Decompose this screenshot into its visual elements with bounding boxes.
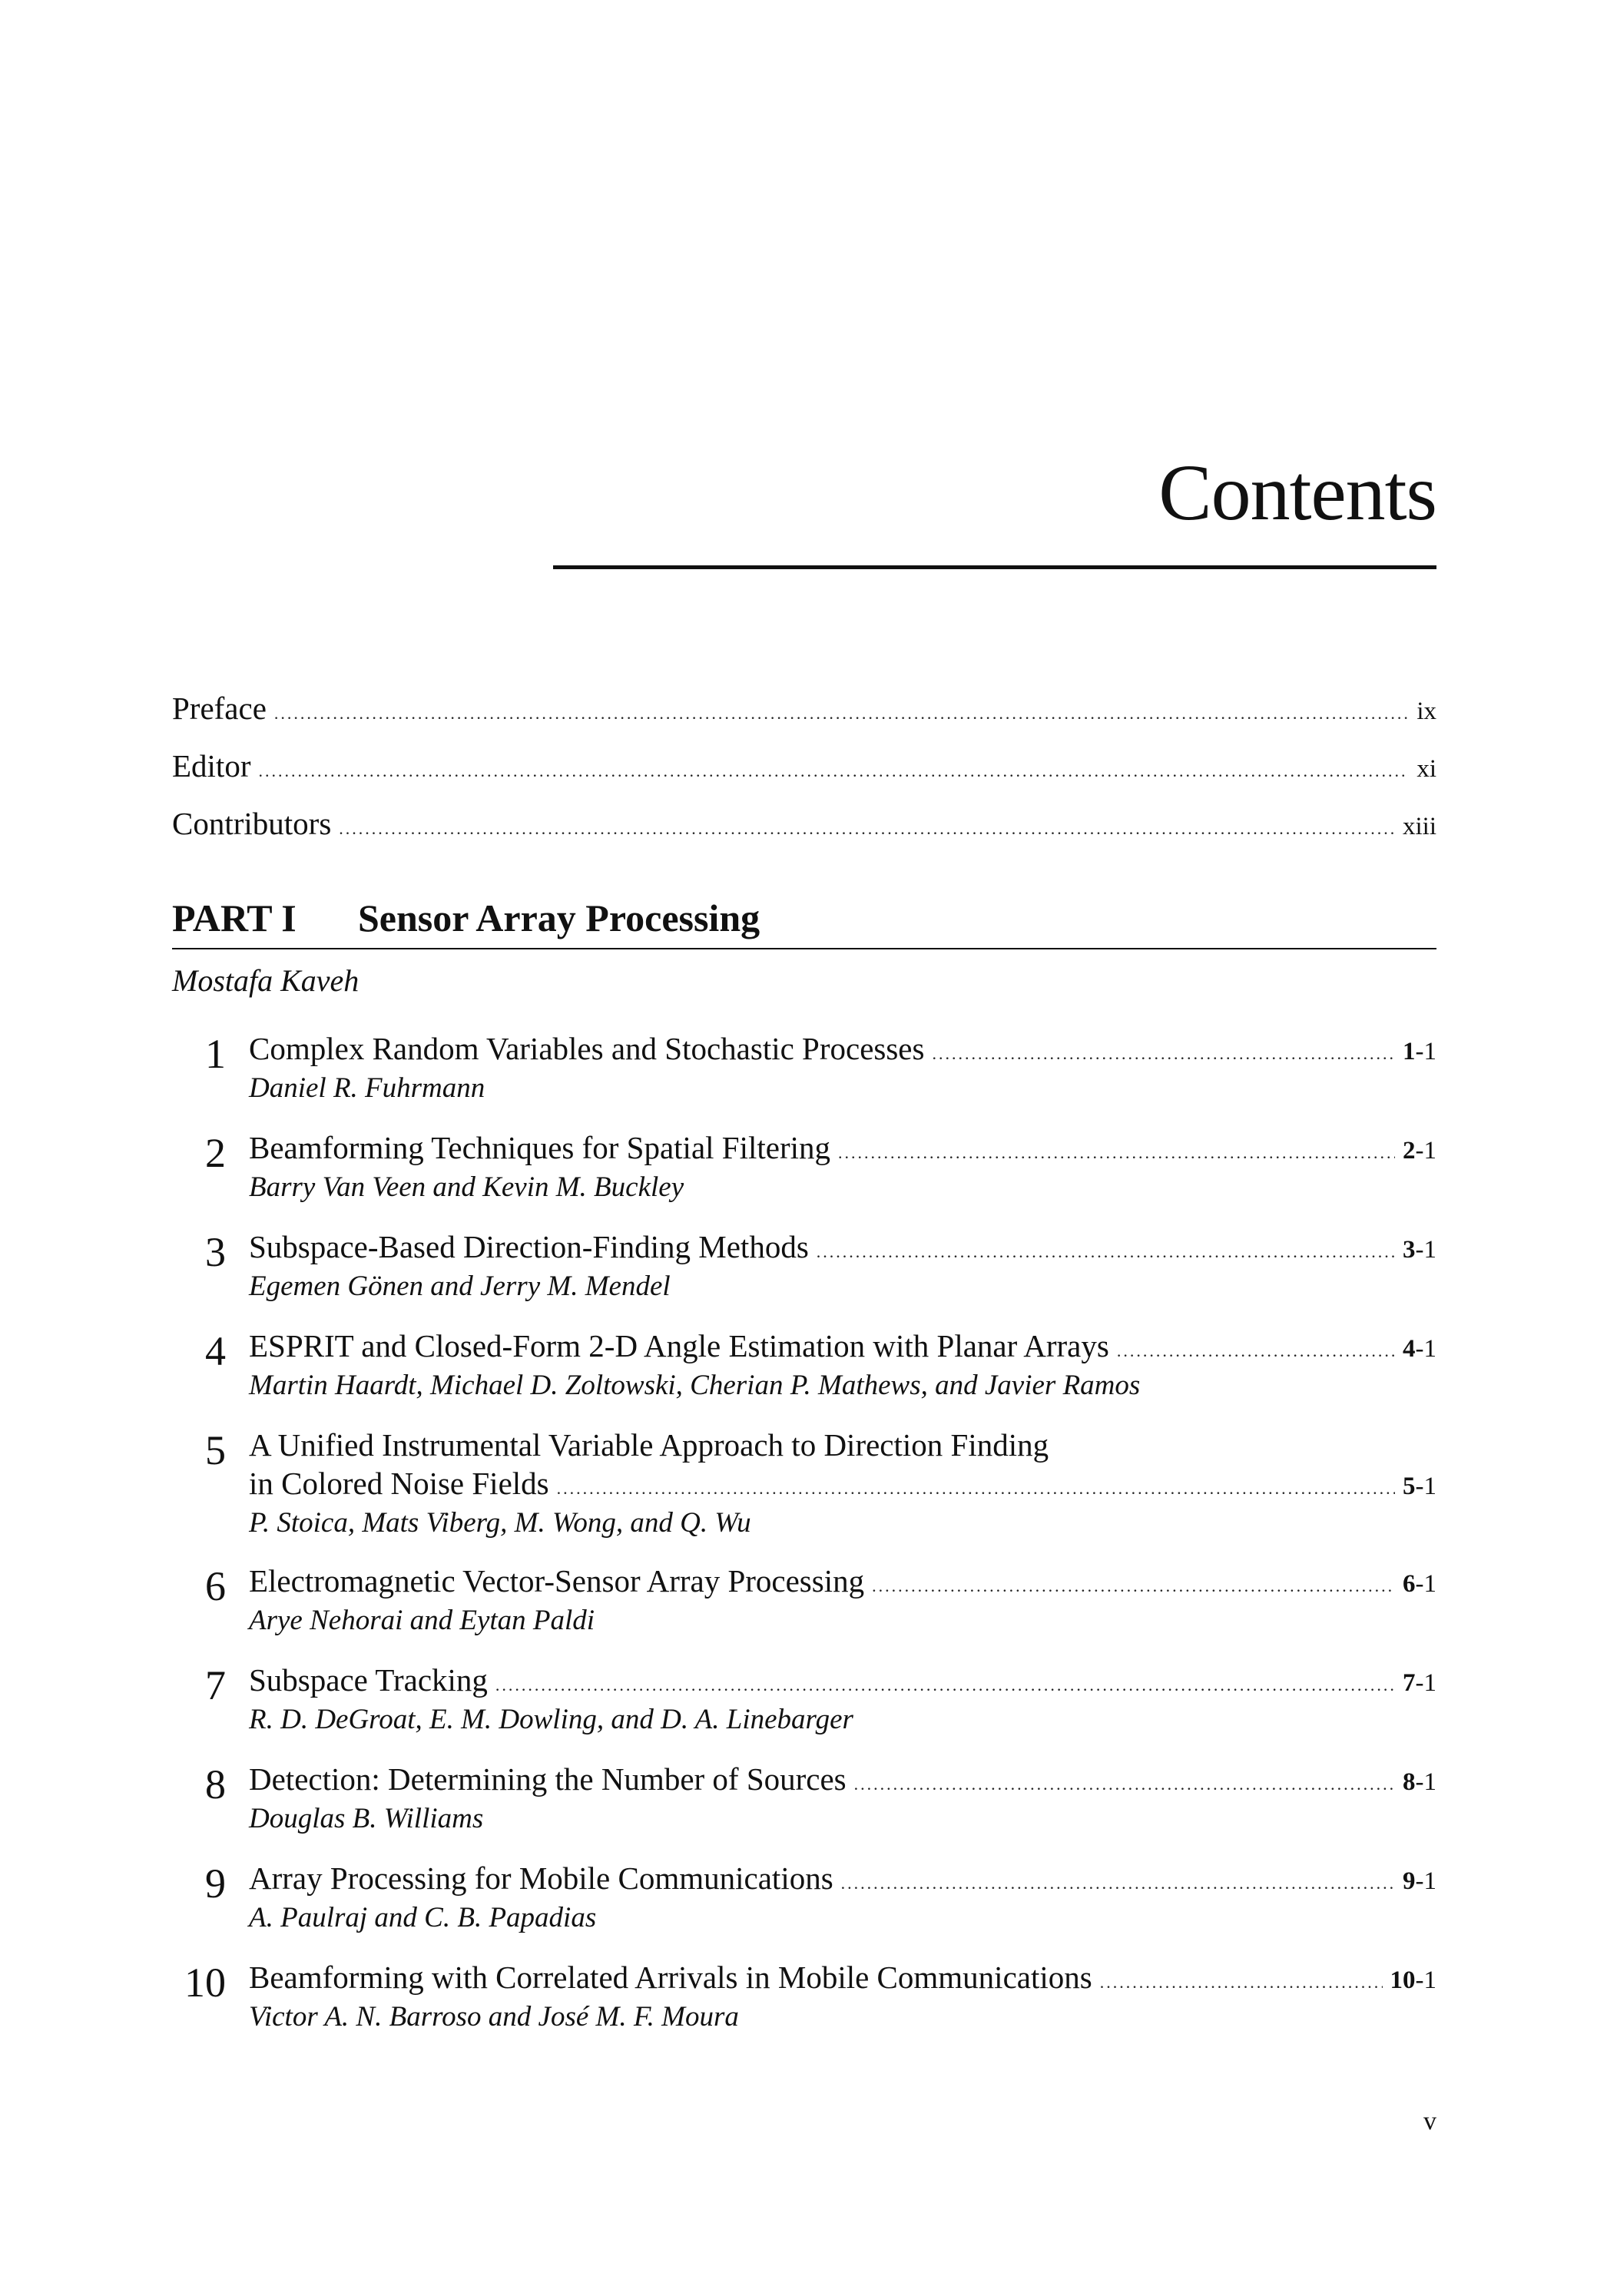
chapter-authors: Barry Van Veen and Kevin M. Buckley: [249, 1171, 684, 1203]
dot-leader: [817, 1244, 1395, 1261]
chapter-number: 4: [205, 1328, 226, 1374]
page-title: Contents: [1158, 449, 1436, 537]
chapter-number: 5: [205, 1427, 226, 1473]
chapter-number: 1: [205, 1031, 226, 1077]
chapter-entry[interactable]: [172, 1761, 1436, 1834]
chapter-page: 6-1: [1403, 1570, 1436, 1598]
part-title: Sensor Array Processing: [358, 896, 760, 939]
chapter-entry[interactable]: [172, 1962, 1436, 2031]
chapter-number: 8: [205, 1761, 226, 1807]
chapter-page: 9-1: [1403, 1867, 1436, 1895]
chapter-authors: Victor A. N. Barroso and José M. F. Moura: [249, 2001, 739, 2033]
dot-leader: [1117, 1343, 1395, 1360]
toc-entry-editor[interactable]: [172, 750, 1436, 782]
chapter-title: Electromagnetic Vector-Sensor Array Processing: [249, 1563, 865, 1599]
toc-entry-label: Editor: [172, 748, 251, 784]
chapter-entry[interactable]: [172, 1565, 1436, 1635]
chapter-title: Complex Random Variables and Stochastic Processes: [249, 1031, 925, 1066]
chapter-entry[interactable]: [172, 1231, 1436, 1300]
chapter-authors: Daniel R. Fuhrmann: [249, 1072, 485, 1104]
chapter-number: 2: [205, 1130, 226, 1176]
chapter-authors: R. D. DeGroat, E. M. Dowling, and D. A. Linebarger: [249, 1704, 853, 1735]
toc-entry-preface[interactable]: [172, 693, 1436, 724]
toc-entry-page: xiii: [1402, 813, 1436, 840]
chapter-entry[interactable]: [172, 1427, 1436, 1539]
chapter-authors: Martin Haardt, Michael D. Zoltowski, Cherian P. Mathews, and Javier Ramos: [249, 1370, 1141, 1401]
chapter-authors: Douglas B. Williams: [249, 1803, 484, 1834]
toc-entry-page: xi: [1416, 755, 1436, 783]
chapter-title: Subspace Tracking: [249, 1662, 488, 1698]
title-rule: [553, 565, 1436, 569]
chapter-authors: P. Stoica, Mats Viberg, M. Wong, and Q. Wu: [249, 1507, 751, 1539]
page-number: v: [1423, 2107, 1436, 2135]
dot-leader: [258, 763, 1409, 780]
chapter-title-first-line: A Unified Instrumental Variable Approach to Direction Finding: [249, 1427, 1049, 1463]
chapter-entry[interactable]: [172, 1330, 1436, 1400]
chapter-title: Detection: Determining the Number of Sources: [249, 1761, 847, 1797]
dot-leader: [838, 1145, 1395, 1161]
dot-leader: [557, 1480, 1395, 1497]
chapter-authors: Arye Nehorai and Eytan Paldi: [249, 1605, 595, 1636]
chapter-title: Array Processing for Mobile Communications: [249, 1860, 833, 1896]
chapter-page: 2-1: [1403, 1137, 1436, 1165]
toc-entry-label: Contributors: [172, 806, 332, 841]
chapter-number: 6: [205, 1563, 226, 1609]
part-number: PART I: [172, 896, 297, 939]
chapter-title: Beamforming with Correlated Arrivals in Mobile Communications: [249, 1960, 1092, 1995]
part-editor: Mostafa Kaveh: [172, 963, 360, 998]
dot-leader: [932, 1045, 1395, 1062]
toc-entry-contributors[interactable]: [172, 808, 1436, 840]
chapter-page: 4-1: [1403, 1335, 1436, 1363]
chapter-number: 3: [205, 1229, 226, 1275]
toc-entry-page: ix: [1416, 697, 1436, 725]
chapter-entry[interactable]: [172, 1033, 1436, 1102]
chapter-title: Subspace-Based Direction-Finding Methods: [249, 1229, 809, 1264]
chapter-number: 9: [205, 1860, 226, 1907]
dot-leader: [495, 1677, 1395, 1694]
chapter-page: 8-1: [1403, 1768, 1436, 1796]
toc-entry-label: Preface: [172, 691, 267, 726]
chapter-title: in Colored Noise Fields: [249, 1466, 549, 1501]
chapter-number: 10: [184, 1960, 226, 2006]
part-heading[interactable]: [172, 896, 1436, 949]
chapter-entry[interactable]: [172, 1132, 1436, 1201]
dot-leader: [1100, 1974, 1383, 1991]
chapter-entry[interactable]: [172, 1662, 1436, 1735]
chapter-page: 10-1: [1390, 1966, 1436, 1994]
dot-leader: [872, 1578, 1395, 1595]
dot-leader: [854, 1776, 1395, 1793]
chapter-authors: Egemen Gönen and Jerry M. Mendel: [249, 1271, 671, 1302]
chapter-title: ESPRIT and Closed-Form 2-D Angle Estimation with Planar Arrays: [249, 1328, 1109, 1363]
dot-leader: [274, 705, 1409, 722]
chapter-page: 7-1: [1403, 1669, 1436, 1697]
chapter-page: 5-1: [1403, 1473, 1436, 1500]
chapter-entry[interactable]: [172, 1860, 1436, 1933]
dot-leader: [339, 820, 1395, 837]
chapter-authors: A. Paulraj and C. B. Papadias: [249, 1902, 597, 1933]
dot-leader: [841, 1875, 1395, 1892]
chapter-page: 3-1: [1403, 1236, 1436, 1264]
chapter-number: 7: [205, 1662, 226, 1708]
chapter-title: Beamforming Techniques for Spatial Filtering: [249, 1130, 830, 1165]
chapter-page: 1-1: [1403, 1038, 1436, 1065]
